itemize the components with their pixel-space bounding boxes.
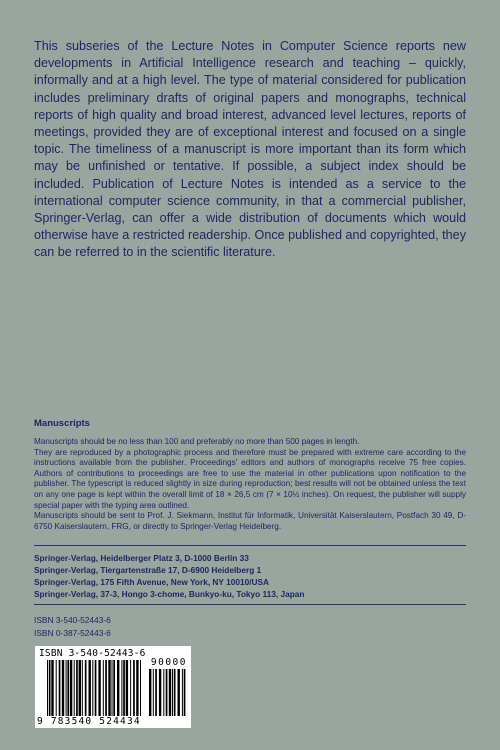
- barcode-bar: [85, 660, 87, 716]
- barcode-bar: [98, 660, 100, 716]
- barcode-bar: [113, 660, 115, 716]
- barcode-bar: [95, 660, 97, 716]
- address-new-york: Springer-Verlag, 175 Fifth Avenue, New York, NY 10010/USA: [34, 577, 270, 587]
- manuscripts-preparation: They are reproduced by a photographic process and therefore must be prepared with extreme care according to the instructions available from the publisher. Proceedings' editors and authors of monographs receive 75 free copies. Authors of contributions to proceedings are free to use the material in other publications upon notification to the publisher. The typescript is reduced slightly in size during reproduction; best results will not be obtained unless the text on any one page is kept within the overall limit of 18 × 26,5 cm (7 × 10½ inches). On request, the publisher will supply special paper with the typing area outlined.: [34, 447, 466, 510]
- address-heidelberg: Springer-Verlag, Tiergartenstraße 17, D-6900 Heidelberg 1: [34, 565, 262, 575]
- barcode-bar: [166, 669, 168, 716]
- barcode-bar: [62, 660, 64, 716]
- barcode-bar: [136, 660, 138, 716]
- barcode-bar: [159, 669, 161, 716]
- manuscripts-heading: Manuscripts: [34, 418, 90, 429]
- barcode-bar: [56, 660, 57, 716]
- barcode-bar: [121, 660, 122, 716]
- barcode: [35, 646, 191, 728]
- manuscripts-section: [34, 418, 466, 532]
- barcode-bar: [112, 660, 113, 716]
- barcode-bar: [66, 660, 67, 716]
- barcode-bar: [76, 660, 78, 716]
- manuscripts-length: Manuscripts should be no less than 100 and preferably no more than 500 pages in length.: [34, 437, 360, 446]
- barcode-bar: [172, 669, 173, 716]
- barcode-bar: [108, 660, 110, 716]
- barcode-bar: [130, 660, 131, 716]
- barcode-bar: [74, 660, 75, 716]
- barcode-bar: [153, 669, 154, 716]
- barcode-bar: [149, 669, 151, 716]
- barcode-bar: [103, 660, 104, 716]
- barcode-bar: [182, 669, 183, 716]
- isbn-springer-berlin: ISBN 3-540-52443-6: [34, 615, 111, 625]
- barcode-ean-text: 9 783540 524434: [37, 716, 141, 727]
- isbn-block: [34, 614, 111, 639]
- divider-bottom: [34, 604, 466, 605]
- barcode-bar: [140, 660, 141, 716]
- divider-top: [34, 545, 466, 546]
- barcode-bar: [155, 669, 157, 716]
- barcode-bar: [105, 660, 107, 716]
- address-tokyo: Springer-Verlag, 37-3, Hongo 3-chome, Bunkyo-ku, Tokyo 113, Japan: [34, 589, 305, 599]
- barcode-bar: [117, 660, 119, 716]
- barcode-bar: [133, 660, 135, 716]
- publisher-addresses: [34, 552, 466, 600]
- barcode-bar: [163, 669, 164, 716]
- address-berlin: Springer-Verlag, Heidelberger Platz 3, D-1000 Berlin 33: [34, 553, 249, 563]
- barcode-bar: [51, 660, 53, 716]
- barcode-isbn-text: ISBN 3-540-52443-6: [39, 648, 146, 659]
- barcode-bar: [126, 660, 128, 716]
- barcode-bar: [184, 669, 186, 716]
- barcode-bar: [174, 669, 176, 716]
- barcode-bar: [123, 660, 125, 716]
- barcode-bar: [169, 669, 171, 716]
- series-description: This subseries of the Lecture Notes in Computer Science reports new developments in Artificial Intelligence research and teaching – quickly, informally and at a high level. The type of material considered for publication includes preliminary drafts of original papers and monographs, technical reports of high quality and broad interest, advanced level lectures, reports of meetings, provided they are of exceptional interest and focused on a single topic. The timeliness of a manuscript is more important than its form which may be unfinished or tentative. If possible, a subject index should be included. Publication of Lecture Notes is intended as a service to the international computer science community, in that a commercial publisher, Springer-Verlag, can offer a wide distribution of documents which would otherwise have a restricted readership. Once published and copyrighted, they can be referred to in the scientific literature.: [34, 39, 466, 260]
- barcode-bar: [79, 660, 81, 716]
- isbn-springer-new-york: ISBN 0-387-52443-6: [34, 627, 111, 638]
- barcode-bar: [82, 660, 83, 716]
- barcode-bar: [59, 660, 61, 716]
- barcode-bar: [47, 660, 48, 716]
- barcode-bar: [49, 660, 51, 716]
- barcode-bar: [92, 660, 93, 716]
- barcode-addon-text: 90000: [150, 657, 187, 668]
- barcode-bar: [70, 660, 72, 716]
- barcode-bar: [178, 669, 180, 716]
- manuscripts-submission: Manuscripts should be sent to Prof. J. Siekmann, Institut für Informatik, Universität Kaiserslautern, Postfach 30 49, D-6750 Kaiserslautern, FRG, or directly to Springer-Verlag Heidelberg.: [34, 511, 466, 531]
- barcode-bar: [89, 660, 91, 716]
- barcode-bar: [67, 660, 69, 716]
